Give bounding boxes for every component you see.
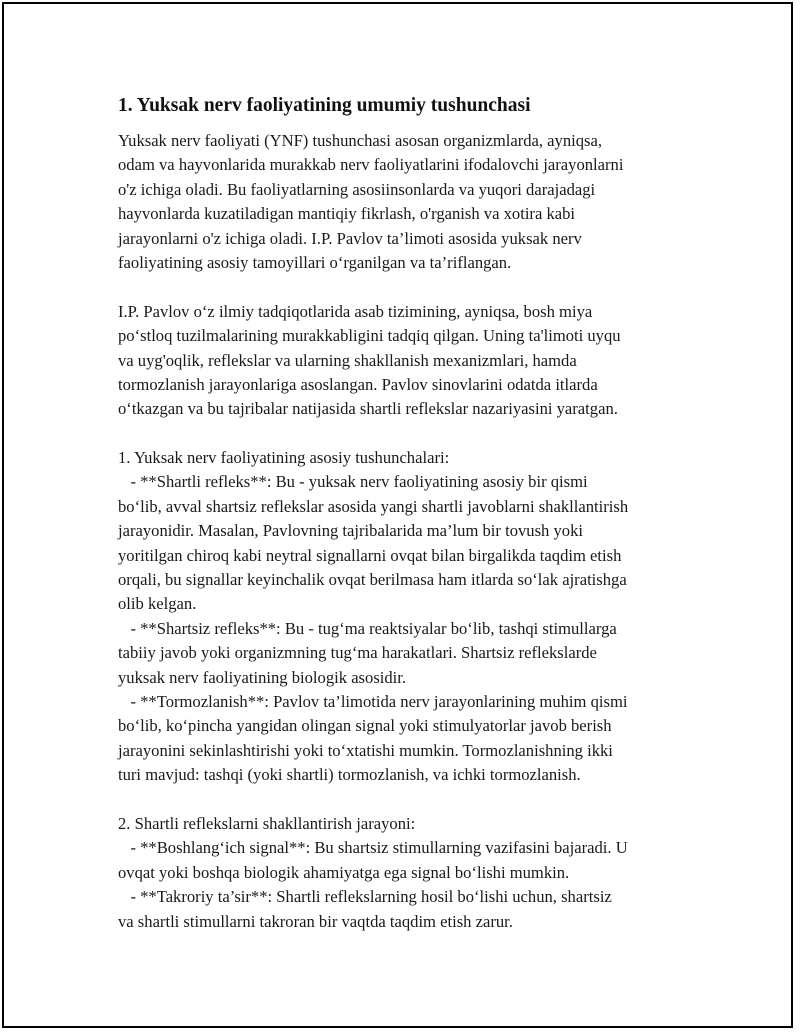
text-line: ovqat yoki boshqa biologik ahamiyatga ega signal bo‘lishi mumkin. <box>118 862 570 882</box>
text-line: po‘stloq tuzilmalarining murakkabligini tadqiq qilgan. Uning ta'limoti uyqu <box>118 326 621 346</box>
document-title: 1. Yuksak nerv faoliyatining umumiy tushunchasi <box>118 95 531 116</box>
section-basic-concepts <box>118 446 688 787</box>
text-line: yuksak nerv faoliyatining biologik asosidir. <box>118 667 407 687</box>
text-line: I.P. Pavlov o‘z ilmiy tadqiqotlarida asab tizimining, ayniqsa, bosh miya <box>118 301 593 321</box>
text-line: - **Boshlang‘ich signal**: Bu shartsiz stimullarning vazifasini bajaradi. U <box>118 838 628 858</box>
text-line: va uyg'oqlik, reflekslar va ularning shakllanish mexanizmlari, hamda <box>118 350 577 370</box>
text-line: odam va hayvonlarida murakkab nerv faoliyatlarini ifodalovchi jarayonlarni <box>118 155 624 175</box>
text-line: jarayonidir. Masalan, Pavlovning tajribalarida ma’lum bir tovush yoki <box>118 521 583 541</box>
text-line: jarayonini sekinlashtirishi yoki to‘xtatishi mumkin. Tormozlanishning ikki <box>118 740 613 760</box>
text-line: turi mavjud: tashqi (yoki shartli) tormozlanish, va ichki tormozlanish. <box>118 765 581 785</box>
section-conditioning-process <box>118 812 688 934</box>
paragraph-intro <box>118 129 688 275</box>
text-line: yoritilgan chiroq kabi neytral signallarni ovqat bilan birgalikda taqdim etish <box>118 545 622 565</box>
text-line: tabiiy javob yoki organizmning tug‘ma harakatlari. Shartsiz reflekslarde <box>118 643 597 663</box>
text-line: hayvonlarda kuzatiladigan mantiqiy fikrlash, o'rganish va xotira kabi <box>118 204 576 224</box>
text-line: bo‘lib, avval shartsiz reflekslar asosida yangi shartli javoblarni shakllantirish <box>118 496 629 516</box>
text-line: olib kelgan. <box>118 594 197 614</box>
text-line: orqali, bu signallar keyinchalik ovqat berilmasa ham itlarda so‘lak ajratishga <box>118 570 627 590</box>
text-line: faoliyatining asosiy tamoyillari o‘rganilgan va ta’riflangan. <box>118 252 512 272</box>
text-line: bo‘lib, ko‘pincha yangidan olingan signal yoki stimulyatorlar javob berish <box>118 716 612 736</box>
document-body <box>118 92 688 934</box>
text-line: - **Shartsiz refleks**: Bu - tug‘ma reaktsiyalar bo‘lib, tashqi stimullarga <box>118 618 617 638</box>
paragraph-pavlov <box>118 300 688 422</box>
text-line: tormozlanish jarayonlariga asoslangan. Pavlov sinovlarini odatda itlarda <box>118 374 598 394</box>
text-line: va shartli stimullarni takroran bir vaqtda taqdim etish zarur. <box>118 911 513 931</box>
section-heading: 2. Shartli reflekslarni shakllantirish jarayoni: <box>118 813 416 833</box>
paragraph-gap <box>118 275 688 299</box>
text-line: - **Tormozlanish**: Pavlov ta’limotida nerv jarayonlarining muhim qismi <box>118 691 628 711</box>
paragraph-gap <box>118 788 688 812</box>
text-line: jarayonlarni o'z ichiga oladi. I.P. Pavlov ta’limoti asosida yuksak nerv <box>118 228 582 248</box>
text-line: - **Shartli refleks**: Bu - yuksak nerv faoliyatining asosiy bir qismi <box>118 472 588 492</box>
text-line: o‘tkazgan va bu tajribalar natijasida shartli reflekslar nazariyasini yaratgan. <box>118 399 618 419</box>
text-line: Yuksak nerv faoliyati (YNF) tushunchasi asosan organizmlarda, ayniqsa, <box>118 131 603 150</box>
text-line: - **Takroriy ta’sir**: Shartli reflekslarning hosil bo‘lishi uchun, shartsiz <box>118 887 612 907</box>
section-heading: 1. Yuksak nerv faoliyatining asosiy tushunchalari: <box>118 448 450 468</box>
text-line: o'z ichiga oladi. Bu faoliyatlarning asosiinsonlarda va yuqori darajadagi <box>118 179 596 199</box>
paragraph-gap <box>118 422 688 446</box>
